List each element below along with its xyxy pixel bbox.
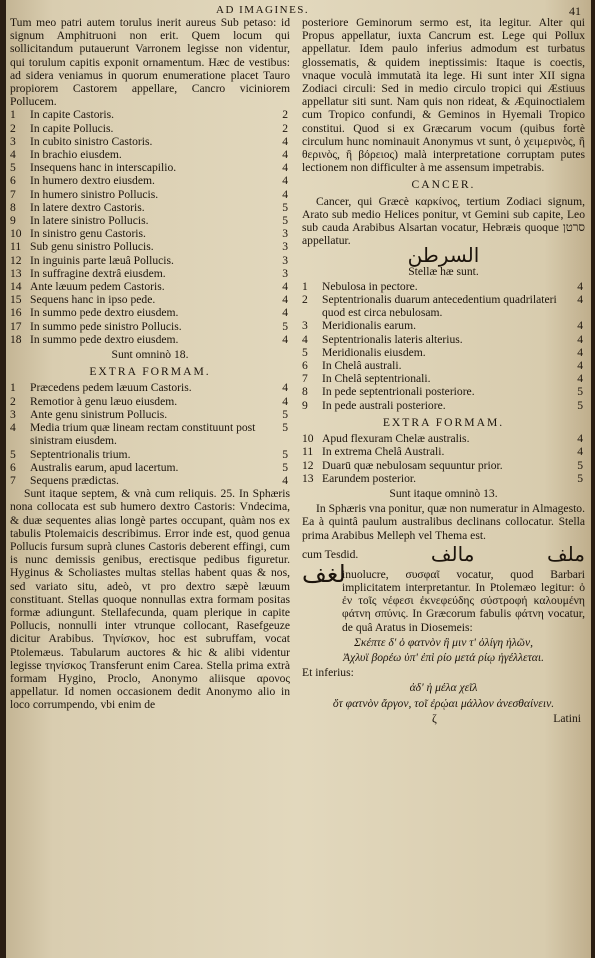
item-number: 2	[10, 394, 16, 408]
continuation-paragraph: posteriore Geminorum sermo est, ita legitur. Alter qui Propus appellatur, iuxta Cancrum est. Lege qui Pollux appellatur. Idem paulo inferius admodum est turbatus glossematis, & quidem ineptissimis: Itaque is coectis, vnaque voculà immutatà ita lege. Hi sunt inter XII signa Zodiaci circuli: Sed in medio circulo tropici qui Æstiuus appellatur siti sunt. Nam quis non rideat, & Æquinoctialem cum Tropico confundi, & Geminos in Hyemali Tropico constitui. Quod si ex Græcarum vocum (quibus fortè circulum hunc nominauit Anonymus vt sunt, ὁ χειμερινὸς, ἢ θερινὸς, ἢ βόρειος) malà interpretatione corruptam putes lectionem non difficulter à me assensum impetrabis.	[302, 16, 585, 175]
magnitude: 4	[282, 187, 288, 201]
item-text: Septentrionalis trium.	[30, 447, 131, 461]
item-number: 1	[10, 381, 16, 395]
list-item	[10, 421, 290, 447]
magnitude: 5	[282, 407, 288, 421]
list-item	[10, 240, 290, 253]
magnitude: 4	[282, 174, 288, 188]
item-number: 6	[302, 359, 308, 373]
item-text: Præcedens pedem læuum Castoris.	[30, 381, 192, 395]
item-number: 10	[10, 227, 22, 241]
item-text: Apud flexuram Chelæ australis.	[322, 432, 470, 446]
cancer-heading: CANCER.	[411, 178, 476, 192]
aratus-line-2: Ἀχλυϊ βορέω ὑπ' ἐπὶ ρίο μετά ρίῳ ἠγέλλεται.	[343, 650, 544, 664]
book-page	[6, 0, 591, 958]
item-number: 5	[10, 447, 16, 461]
magnitude: 5	[577, 385, 583, 399]
magnitude: 4	[282, 134, 288, 148]
item-number: 16	[10, 306, 22, 320]
magnitude: 4	[577, 359, 583, 373]
magnitude: 2	[282, 108, 288, 122]
cancer-intro: Cancer, qui Græcè καρκίνος, tertium Zodiaci signum, Arato sub medio Helices ponitur, vt Gemini sub capite, Leo sub cauda Arabibus Alsartan vocatur, Hebræis quoque סרטן appellatur.	[302, 194, 585, 248]
magnitude: 4	[577, 432, 583, 446]
item-text: In summo pede dextro eiusdem.	[30, 332, 179, 346]
item-text: Ante genu sinistrum Pollucis.	[30, 407, 168, 421]
item-number: 3	[302, 319, 308, 333]
list-item	[10, 293, 290, 306]
item-number: 7	[302, 372, 308, 386]
item-number: 6	[10, 174, 16, 188]
magnitude: 4	[282, 306, 288, 320]
extra-formam-heading-2: EXTRA FORMAM.	[382, 415, 505, 429]
list-item	[10, 280, 290, 293]
list-item	[302, 333, 585, 346]
opening-paragraph: Tum meo patri autem torulus inerit aureus Sub petaso: id signum Amphitruoni non erit. Quem locum qui sollicitandum putauerunt Varronem legisse non videntur, qui torulum capitis exponit ornamentum. Hæc de vestibus: ad sidera veniamus in quorum enumeratione placet Tauro propiorem Castorem appellare, Cancro viciniorem Pollucem.	[10, 16, 290, 109]
item-text: Nebulosa in pectore.	[322, 279, 418, 293]
magnitude: 5	[282, 460, 288, 474]
item-text: Media trium quæ lineam rectam constituunt post sinistram eiusdem.	[30, 421, 256, 448]
magnitude: 4	[282, 293, 288, 307]
magnitude: 5	[282, 214, 288, 228]
list-item	[302, 346, 585, 359]
list-item	[10, 461, 290, 474]
list-item	[10, 333, 290, 346]
item-text: In Chelâ septentrionali.	[322, 372, 431, 386]
list-item	[10, 381, 290, 394]
list-item	[10, 201, 290, 214]
left-column	[10, 16, 290, 712]
item-number: 4	[302, 332, 308, 346]
item-text: In capite Pollucis.	[30, 121, 114, 135]
list-item	[10, 395, 290, 408]
magnitude: 4	[577, 332, 583, 346]
list-item	[10, 108, 290, 121]
item-text: In summo pede sinistro Pollucis.	[30, 319, 182, 333]
arabic-maleph: مالف	[430, 542, 475, 567]
list-item	[302, 445, 585, 458]
item-number: 12	[302, 458, 314, 472]
list-item	[10, 448, 290, 461]
item-text: In Chelâ australi.	[322, 359, 402, 373]
item-text: In humero sinistro Pollucis.	[30, 187, 159, 201]
item-text: Septentrionalis duarum antecedentium quadrilateri quod est circa nebulosam.	[322, 293, 557, 320]
item-number: 3	[10, 407, 16, 421]
item-number: 14	[10, 280, 22, 294]
list-item	[10, 227, 290, 240]
item-text: In summo pede dextro eiusdem.	[30, 306, 179, 320]
sphaeris-paragraph: In Sphæris vna ponitur, quæ non numeratur in Almagesto. Ea à quintâ paulum australibus declinans collocatur. Stella prima Arabibus Melleph vel Thema est.	[302, 502, 585, 542]
item-number: 7	[10, 473, 16, 487]
item-text: In pede septentrionali posteriore.	[322, 385, 475, 399]
item-number: 15	[10, 293, 22, 307]
item-text: Meridionalis earum.	[322, 319, 417, 333]
magnitude: 5	[282, 319, 288, 333]
item-text: Insequens hanc in interscapilio.	[30, 161, 177, 175]
magnitude: 3	[282, 266, 288, 280]
aratus-line-4: ὅτ φατνὸν ἄργον, τοῖ ἐρῴαι μάλλον ἀνεσθαίνειν.	[332, 696, 555, 710]
et-inferius: Et inferius:	[302, 666, 354, 680]
involucre-paragraph: inuolucre, συσφαῖ vocatur, quod Barbari implicitatem interpretantur. In Ptolemæo legitur: ὁ ἐν τοῖς νέφεσι ἐκνεφεύδης σύστροφή καλουμένη φάτνη σπύνις. In Græcorum fabulis φάτνη vocatur, de quâ Aratus in Diosemeis:	[342, 567, 585, 634]
arabic-alsartan: السرطن	[407, 243, 480, 268]
item-text: Australis earum, apud lacertum.	[30, 460, 179, 474]
item-number: 1	[10, 108, 16, 122]
item-text: Sub genu sinistro Pollucis.	[30, 240, 154, 254]
gemini-extra-list	[10, 381, 290, 487]
magnitude: 3	[282, 253, 288, 267]
item-number: 7	[10, 187, 16, 201]
item-text: In extrema Chelâ Australi.	[322, 445, 445, 459]
cancer-total: Sunt itaque omninò 13.	[389, 486, 498, 500]
stellae-line: Stellæ hæ sunt.	[408, 264, 479, 278]
magnitude: 5	[282, 421, 288, 435]
list-item	[302, 399, 585, 412]
item-number: 1	[302, 279, 308, 293]
cancer-extra-list	[302, 432, 585, 485]
item-number: 10	[302, 432, 314, 446]
list-item	[302, 459, 585, 472]
list-item	[10, 214, 290, 227]
magnitude: 5	[282, 200, 288, 214]
arabic-lif: لغف	[302, 559, 346, 588]
item-number: 17	[10, 319, 22, 333]
running-head: AD IMAGINES.	[216, 4, 310, 16]
list-item	[302, 280, 585, 293]
list-item	[10, 161, 290, 174]
item-text: Ante læuum pedem Castoris.	[30, 280, 165, 294]
magnitude: 5	[577, 471, 583, 485]
item-number: 13	[10, 266, 22, 280]
tesdid-note: cum Tesdid.	[302, 548, 359, 562]
aratus-line-3: ἀδ' ἡ μέλα χεῖλ	[409, 681, 478, 695]
item-text: In pede australi posteriore.	[322, 398, 446, 412]
item-text: Earundem posterior.	[322, 471, 417, 485]
item-text: In latere sinistro Pollucis.	[30, 214, 149, 228]
item-text: In cubito sinistro Castoris.	[30, 134, 153, 148]
cancer-star-list	[302, 280, 585, 412]
list-item	[10, 188, 290, 201]
item-number: 9	[302, 398, 308, 412]
item-number: 2	[10, 121, 16, 135]
list-item	[10, 148, 290, 161]
gemini-total: Sunt omninò 18.	[111, 348, 189, 362]
list-item	[10, 306, 290, 319]
catchword: Latini	[553, 711, 581, 725]
magnitude: 4	[577, 445, 583, 459]
item-text: In inguinis parte læuâ Pollucis.	[30, 253, 174, 267]
list-item	[302, 372, 585, 385]
extra-formam-heading: EXTRA FORMAM.	[89, 365, 211, 379]
item-number: 8	[10, 200, 16, 214]
magnitude: 5	[577, 458, 583, 472]
list-item	[10, 267, 290, 280]
item-number: 5	[302, 345, 308, 359]
item-text: Remotior à genu læuo eiusdem.	[30, 394, 178, 408]
item-number: 2	[302, 293, 308, 307]
item-number: 3	[10, 134, 16, 148]
signature-mark: ζ	[432, 711, 437, 725]
item-number: 12	[10, 253, 22, 267]
item-text: In capite Castoris.	[30, 108, 115, 122]
list-item	[10, 122, 290, 135]
magnitude: 4	[282, 381, 288, 395]
item-number: 13	[302, 471, 314, 485]
magnitude: 4	[577, 372, 583, 386]
magnitude: 4	[577, 293, 583, 307]
magnitude: 4	[282, 394, 288, 408]
magnitude: 5	[282, 447, 288, 461]
item-number: 11	[302, 445, 314, 459]
list-item	[302, 472, 585, 485]
commentary-paragraph: Sunt itaque septem, & vnà cum reliquis. 25. In Sphæris nona collocata est sub humero dextro Castoris: Vndecima, & duæ sequentes alias longè partes occupant, quàm nos ex tabulis Ptolemaicis describimus. Error inde est, quod genua Pollucis fursum suprà clunes Castoris deberent effingi, cum is nunc demissis genibus, erectisque pedibus figuretur. Hyginus & Scholiastes multas stellas habent quas & nos, sed variato situ, adeò, vt pro dextro sæpè læuum constituant. Stellas quoque nonnullas extra formam positas formæ adiungunt. Stellafecunda, quam plerique in capite Pollucis, nonnulli inter vtrunque collocant, Rasefgeuze dicitur Arabibus. Τηνίσκον, hoc est subruffam, vocat Ptolemæus. Tabularum auctores & hic & alibi videntur legisse τηνίσκος Transferunt enim Carea. Stella prima extrà formam Hygino, Proclo, Anonymo aliisque αρονος appellatur. Id nomen occasionem dedit Anonymo alio in loco corrumpendo, vbi enim de	[10, 487, 290, 712]
magnitude: 4	[577, 319, 583, 333]
item-text: Meridionalis eiusdem.	[322, 345, 426, 359]
magnitude: 3	[282, 240, 288, 254]
gemini-star-list	[10, 108, 290, 346]
page-footer	[302, 712, 585, 726]
list-item	[302, 432, 585, 445]
item-text: Sequens prædictas.	[30, 473, 119, 487]
item-text: In sinistro genu Castoris.	[30, 227, 146, 241]
magnitude: 4	[282, 473, 288, 487]
item-text: In humero dextro eiusdem.	[30, 174, 155, 188]
list-item	[10, 408, 290, 421]
list-item	[10, 174, 290, 187]
item-text: In latere dextro Castoris.	[30, 200, 145, 214]
item-text: Sequens hanc in ipso pede.	[30, 293, 156, 307]
right-column	[302, 16, 585, 726]
magnitude: 2	[282, 121, 288, 135]
magnitude: 4	[577, 279, 583, 293]
lif-row	[302, 559, 585, 634]
list-item	[302, 293, 585, 319]
item-number: 5	[10, 161, 16, 175]
item-number: 6	[10, 460, 16, 474]
list-item	[10, 474, 290, 487]
arabic-melef: ملف	[546, 542, 585, 567]
magnitude: 4	[577, 345, 583, 359]
item-text: In brachio eiusdem.	[30, 148, 122, 162]
magnitude: 4	[282, 148, 288, 162]
page-number: 41	[569, 4, 581, 18]
item-text: Duarū quæ nebulosam sequuntur prior.	[322, 458, 503, 472]
magnitude: 3	[282, 227, 288, 241]
magnitude: 4	[282, 161, 288, 175]
list-item	[10, 254, 290, 267]
magnitude: 4	[282, 332, 288, 346]
item-number: 4	[10, 148, 16, 162]
list-item	[10, 320, 290, 333]
item-number: 8	[302, 385, 308, 399]
list-item	[302, 385, 585, 398]
aratus-line-1: Σκέπτε δ' ὁ φατνὸν ἢ μιν τ' ὀλίγη ἠλῶν,	[353, 635, 534, 649]
list-item	[302, 359, 585, 372]
magnitude: 4	[282, 280, 288, 294]
item-number: 11	[10, 240, 22, 254]
item-number: 9	[10, 214, 16, 228]
item-number: 18	[10, 332, 22, 346]
magnitude: 5	[577, 398, 583, 412]
list-item	[10, 135, 290, 148]
item-number: 4	[10, 421, 16, 435]
list-item	[302, 319, 585, 332]
item-text: Septentrionalis lateris alterius.	[322, 332, 463, 346]
item-text: In suffragine dextrâ eiusdem.	[30, 266, 166, 280]
